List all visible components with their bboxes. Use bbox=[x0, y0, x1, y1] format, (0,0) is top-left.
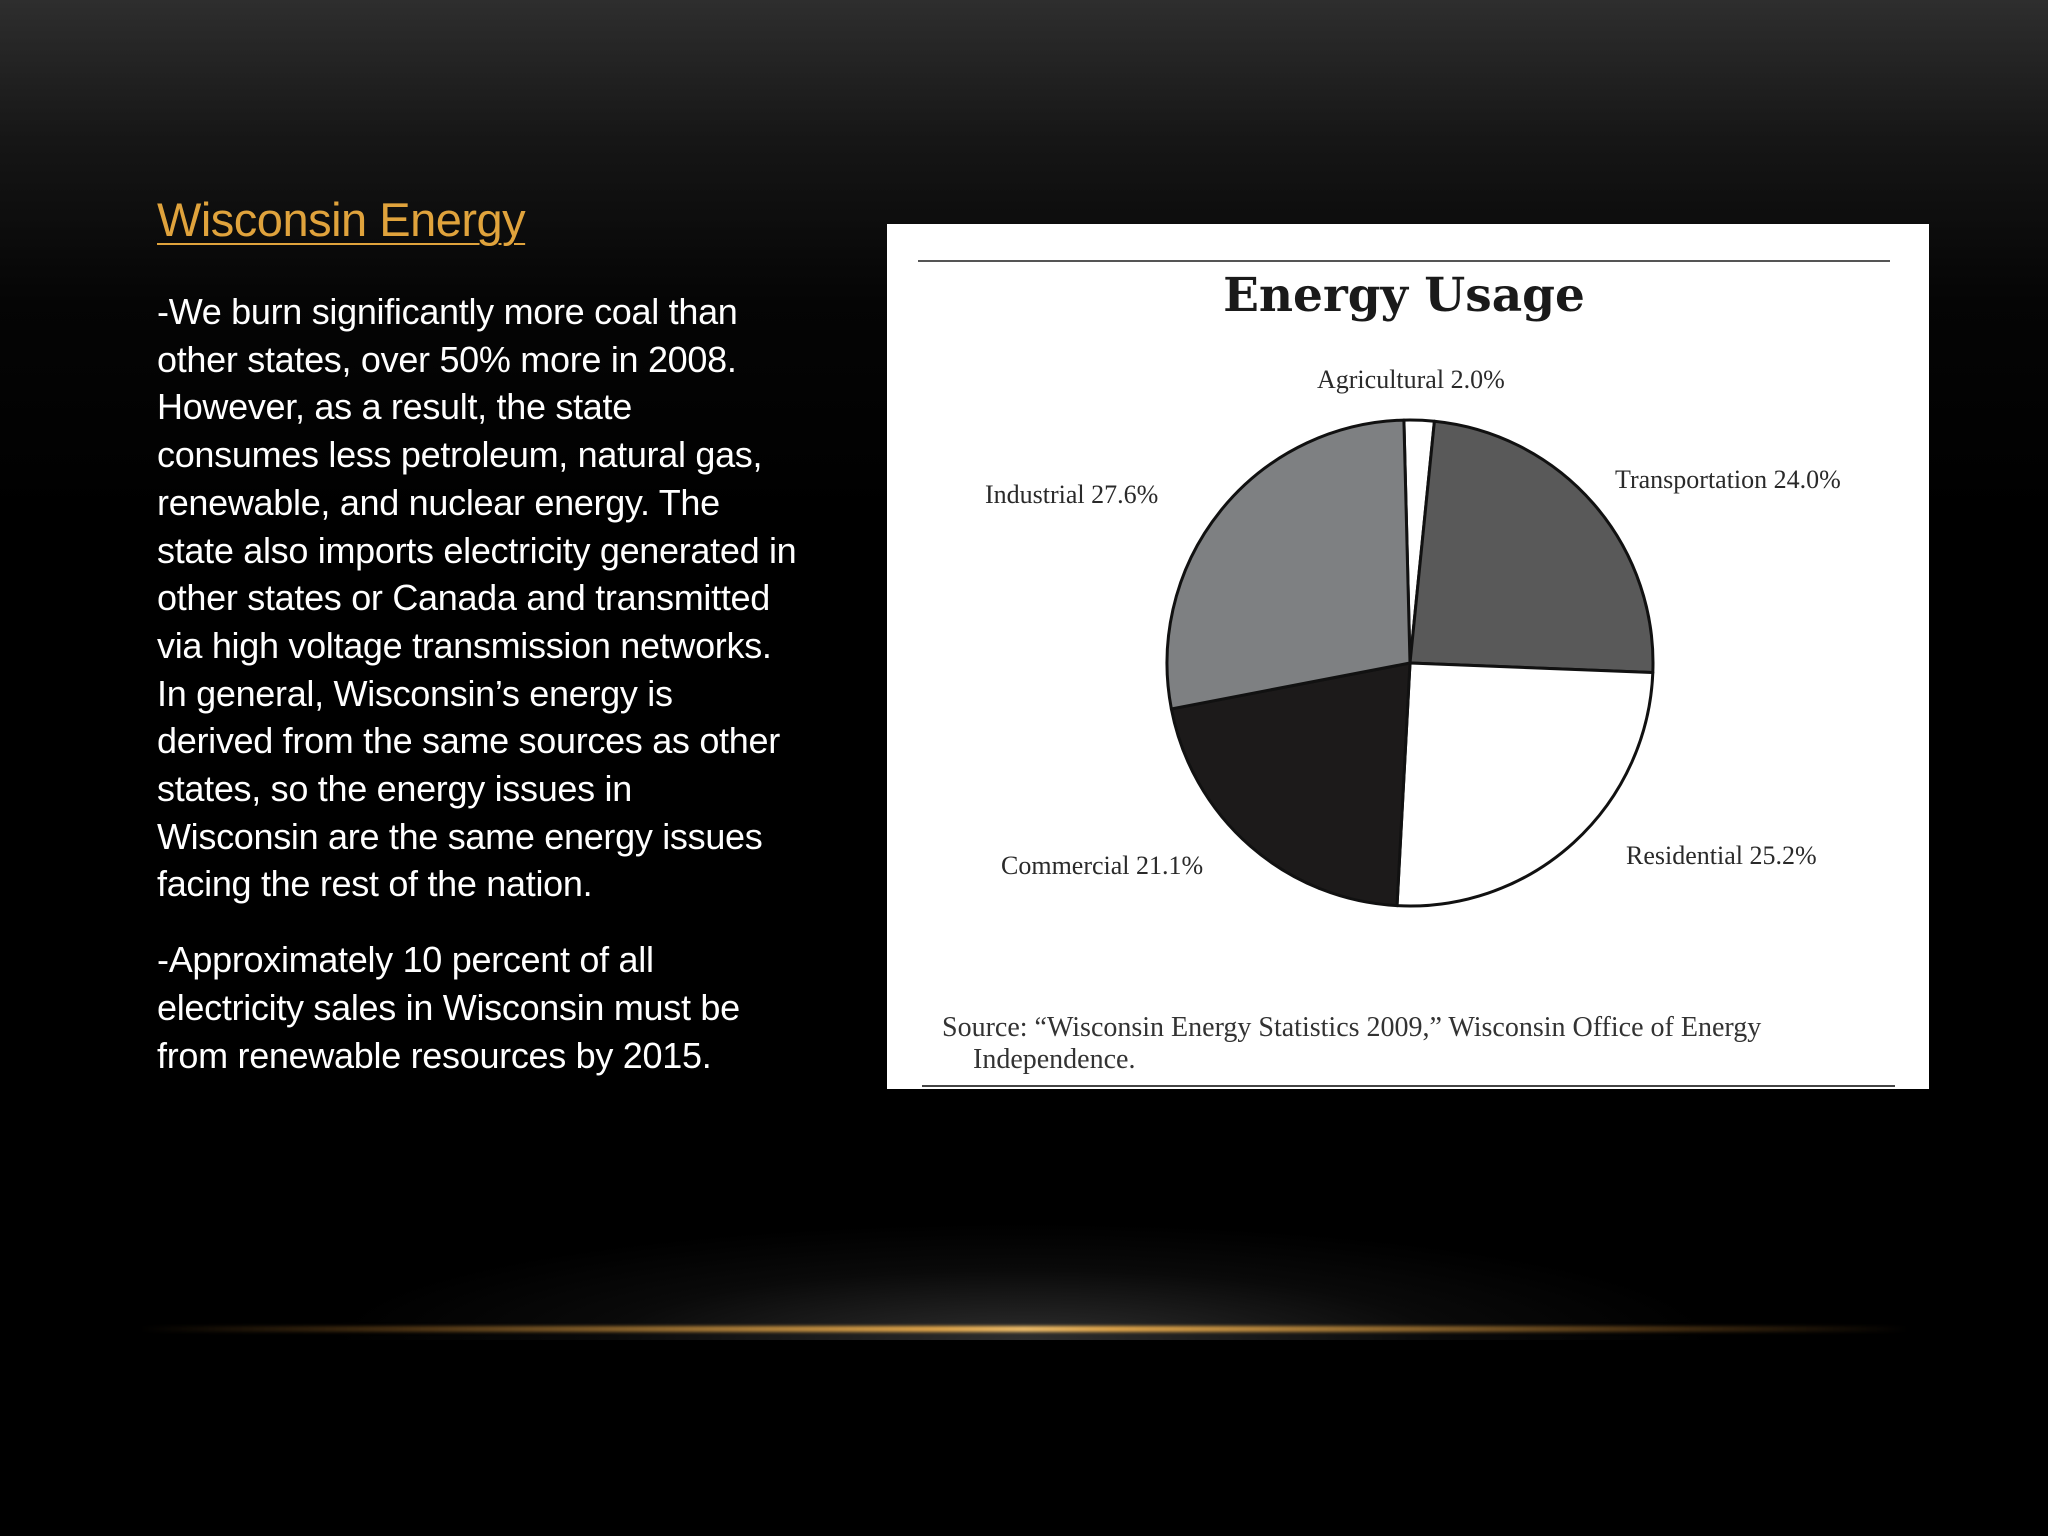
slice-label-residential: Residential 25.2% bbox=[1626, 841, 1817, 870]
energy-usage-chart bbox=[887, 224, 1929, 1089]
slide-body bbox=[157, 288, 797, 1107]
slide-title-link[interactable]: Wisconsin Energy bbox=[157, 193, 526, 246]
chart-source-line2: Independence. bbox=[973, 1044, 1136, 1075]
energy-usage-figure bbox=[887, 224, 1929, 1089]
pie-slices bbox=[1167, 420, 1653, 906]
pie-slice-industrial bbox=[1167, 420, 1410, 709]
chart-title: Energy Usage bbox=[1223, 268, 1585, 323]
pie-slice-residential bbox=[1397, 663, 1653, 906]
bottom-glow bbox=[100, 1080, 1948, 1340]
slice-label-commercial: Commercial 21.1% bbox=[1001, 851, 1204, 880]
slice-label-transportation: Transportation 24.0% bbox=[1615, 465, 1841, 494]
slice-label-industrial: Industrial 27.6% bbox=[985, 480, 1159, 509]
pie-slice-transportation bbox=[1410, 421, 1653, 672]
body-paragraph-coal: -We burn significantly more coal than other states, over 50% more in 2008. However, as a result, the state consumes less petroleum, natural gas, renewable, and nuclear energy. The state also imports electricity generated in other states or Canada and transmitted via high voltage transmission networks. In general, Wisconsin’s energy is derived from the same sources as other states, so the energy issues in Wisconsin are the same energy issues facing the rest of the nation. bbox=[157, 291, 797, 905]
gold-accent-line bbox=[140, 1326, 1908, 1332]
slice-label-agricultural: Agricultural 2.0% bbox=[1317, 365, 1505, 394]
body-paragraph-renewable: -Approximately 10 percent of all electricity sales in Wisconsin must be from renewable resources by 2015. bbox=[157, 939, 740, 1076]
chart-source-line1: Source: “Wisconsin Energy Statistics 2009,” Wisconsin Office of Energy bbox=[942, 1012, 1762, 1043]
